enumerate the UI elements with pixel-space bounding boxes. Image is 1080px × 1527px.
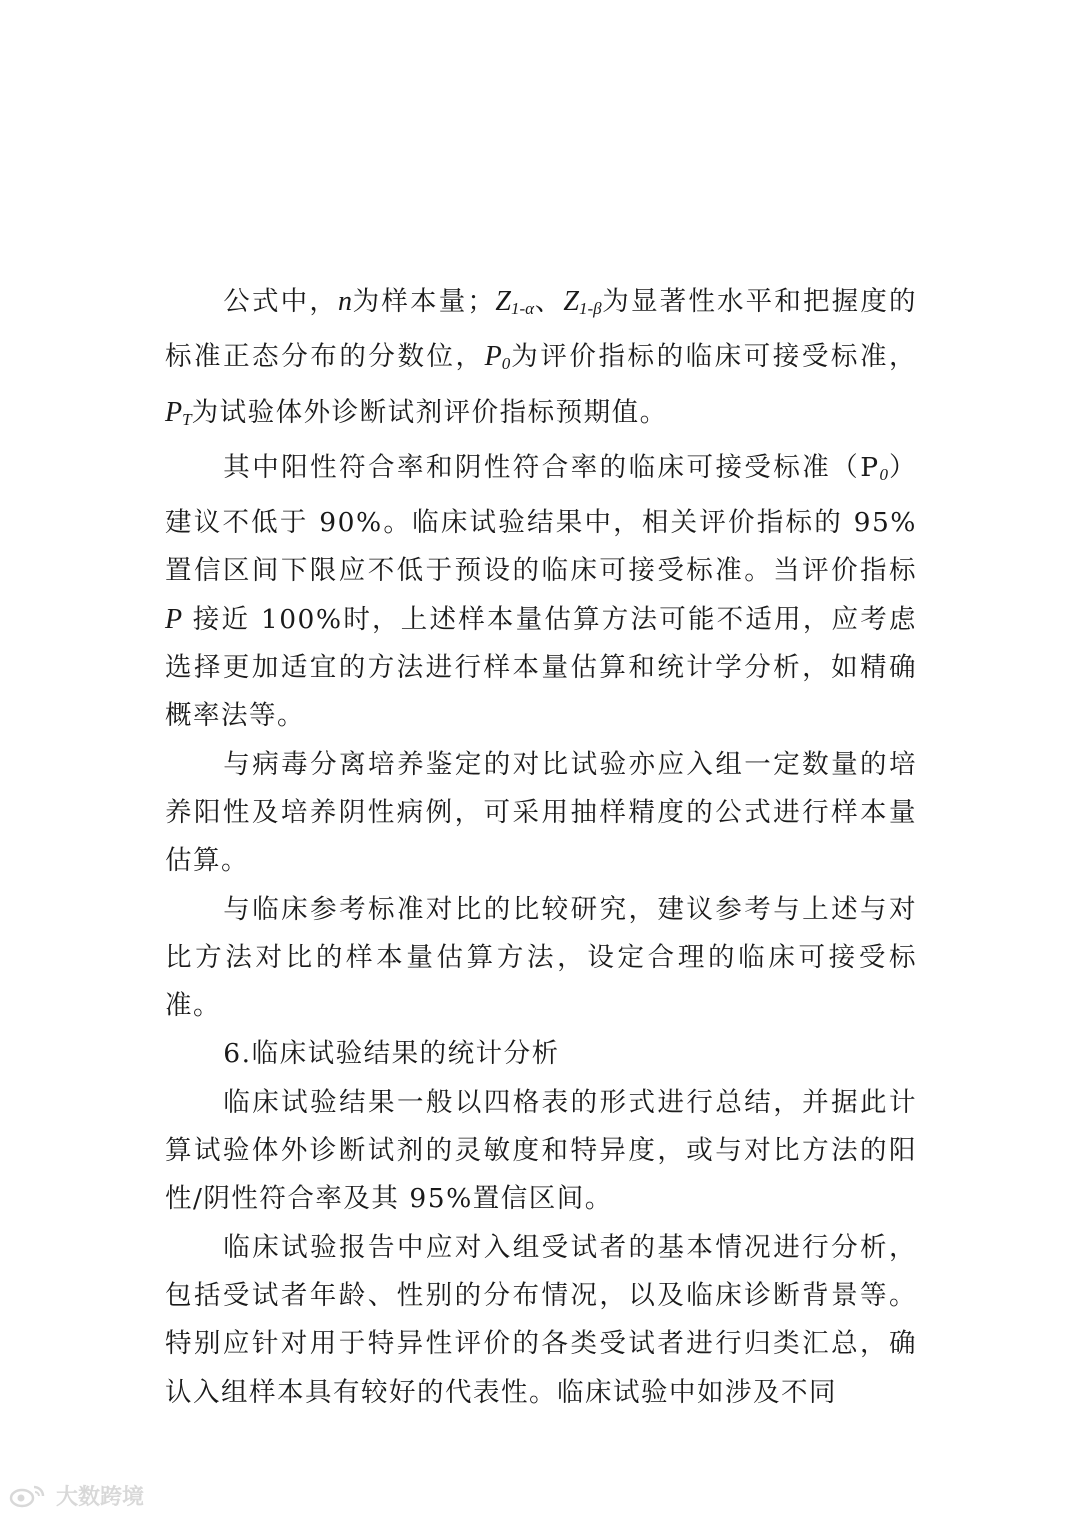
text-run: 、 [534,286,564,317]
math-subscript: 0 [879,464,889,484]
text-run: 6.临床试验结果的统计分析 [223,1038,560,1070]
math-variable: P [484,341,502,373]
text-run: 与病毒分离培养鉴定的对比试验亦应入组一定数量的培养阳性及培养阴性病例，可采用抽样精度的公式进行样本量估算。 [165,748,917,877]
section-heading [165,1030,917,1078]
text-run: 为样本量； [352,286,496,317]
paragraph-subject-analysis [165,1224,917,1417]
math-subscript: 0 [501,354,511,374]
text-run: 公式中， [223,286,338,317]
weibo-logo-icon [8,1483,52,1509]
paragraph-virus-culture [165,741,917,886]
text-run: 临床试验结果一般以四格表的形式进行总结，并据此计算试验体外诊断试剂的灵敏度和特异度，或与对比方法的阳性/阴性符合率及其 95%置信区间。 [165,1086,917,1215]
paragraph-clinical-reference [165,886,917,1031]
text-run: 接近 100%时，上述样本量估算方法可能不适用，应考虑选择更加适宜的方法进行样本量估算和统计学分析，如精确概率法等。 [165,603,917,732]
paragraph-formula-explanation [165,278,917,444]
math-variable: P [165,396,183,428]
math-subscript: 1-α [510,299,535,318]
text-run: ）建议不低于 90%。临床试验结果中，相关评价指标的 95%置信区间下限应不低于预设的临床可接受标准。当评价指标 [165,451,917,587]
text-run: 临床试验报告中应对入组受试者的基本情况进行分析，包括受试者年龄、性别的分布情况，以及临床诊断背景等。特别应针对用于特异性评价的各类受试者进行归类汇总，确认入组样本具有较好的代表性。临床试验中如涉及不同 [165,1231,917,1408]
text-run: 为显著性水平和把握度的标准正态分布的分数位， [165,286,918,373]
text-run: 为试验体外诊断试剂评价指标预期值。 [191,396,668,428]
text-run: 其中阳性符合率和阴性符合率的临床可接受标准（P [223,451,880,483]
math-subscript: T [182,409,192,429]
math-variable: P [165,603,183,635]
text-run: 与临床参考标准对比的比较研究，建议参考与上述与对比方法对比的样本量估算方法，设定合理的临床可接受标准。 [165,893,917,1022]
paragraph-four-fold-table [165,1079,917,1224]
math-variable: Z [563,286,579,317]
math-subscript: 1-β [578,299,602,318]
math-variable: n [338,286,352,317]
watermark-text: 大数跨境 [56,1485,145,1510]
document-body [165,278,917,1417]
text-run: 为评价指标的临床可接受标准， [510,341,918,373]
math-variable: Z [495,286,511,317]
watermark [8,1480,144,1511]
paragraph-acceptance-standard [165,444,917,741]
